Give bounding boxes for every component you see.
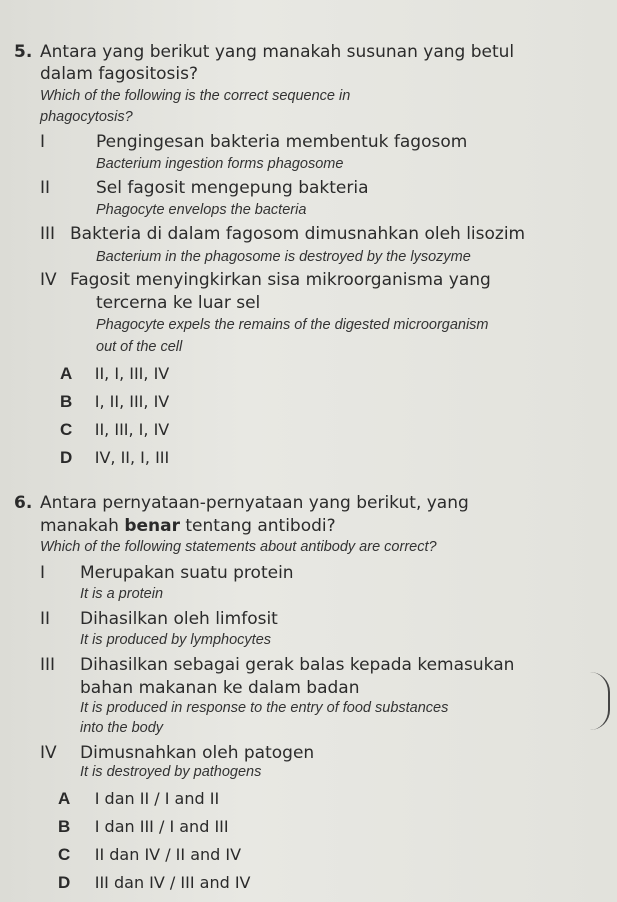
q5-option-c[interactable] xyxy=(60,420,169,440)
q6-option-d[interactable] xyxy=(58,873,250,893)
q6-number: 6. xyxy=(14,493,33,513)
q5-statement-2-my: Sel fagosit mengepung bakteria xyxy=(96,178,369,198)
option-letter: A xyxy=(58,789,71,808)
q5-option-b[interactable] xyxy=(60,392,169,412)
option-letter: D xyxy=(60,448,73,467)
option-letter: B xyxy=(60,392,73,411)
option-text: IV, II, I, III xyxy=(94,448,170,467)
q6-option-a[interactable] xyxy=(58,789,219,809)
q5-statement-4-en-1: Phagocyte expels the remains of the digested microorganism xyxy=(96,317,489,333)
emphasis-correct: benar xyxy=(124,516,180,536)
q5-stem-en-2: phagocytosis? xyxy=(40,109,133,125)
q5-statement-1-my: Pengingesan bakteria membentuk fagosom xyxy=(96,132,468,152)
option-text: I dan III / I and III xyxy=(94,817,229,836)
q6-stem-my-2: manakah benar tentang antibodi? xyxy=(40,516,336,536)
q5-statement-2-num: II xyxy=(40,178,51,198)
option-text: I, II, III, IV xyxy=(94,392,170,411)
q5-stem-en-1: Which of the following is the correct sequence in xyxy=(40,88,351,104)
q5-statement-3-en: Bacterium in the phagosome is destroyed by the lysozyme xyxy=(96,249,471,265)
option-text: III dan IV / III and IV xyxy=(94,873,251,892)
q6-statement-3-en-2: into the body xyxy=(80,720,164,736)
q5-option-d[interactable] xyxy=(60,448,169,468)
q6-statement-3-num: III xyxy=(40,655,56,675)
q6-statement-4-my: Dimusnahkan oleh patogen xyxy=(80,743,315,763)
option-letter: B xyxy=(58,817,71,836)
q5-statement-3-my: Bakteria di dalam fagosom dimusnahkan oleh lisozim xyxy=(70,224,526,244)
option-text: I dan II / I and II xyxy=(94,789,220,808)
q6-stem-my-1: Antara pernyataan-pernyataan yang berikut, yang xyxy=(40,493,469,513)
option-letter: C xyxy=(60,420,73,439)
q6-statement-2-my: Dihasilkan oleh limfosit xyxy=(80,609,278,629)
q6-statement-2-num: II xyxy=(40,609,51,629)
option-letter: C xyxy=(58,845,71,864)
option-text: II, I, III, IV xyxy=(94,364,170,383)
q6-statement-1-en: It is a protein xyxy=(80,586,164,602)
q6-statement-3-my-1: Dihasilkan sebagai gerak balas kepada kemasukan xyxy=(80,655,515,675)
q5-statement-4-my-1: Fagosit menyingkirkan sisa mikroorganisma yang xyxy=(70,270,491,290)
q6-statement-4-num: IV xyxy=(40,743,57,763)
q5-statement-1-num: I xyxy=(40,132,46,152)
q5-statement-4-num: IV xyxy=(40,270,57,290)
q5-number: 5. xyxy=(14,42,33,62)
q6-stem-en: Which of the following statements about antibody are correct? xyxy=(40,539,437,555)
option-letter: D xyxy=(58,873,71,892)
q5-statement-1-en: Bacterium ingestion forms phagosome xyxy=(96,156,344,172)
q6-statement-4-en: It is destroyed by pathogens xyxy=(80,764,262,780)
margin-bracket-mark xyxy=(590,672,610,730)
q6-option-c[interactable] xyxy=(58,845,241,865)
option-text: II, III, I, IV xyxy=(94,420,170,439)
q6-statement-1-my: Merupakan suatu protein xyxy=(80,563,294,583)
q6-statement-1-num: I xyxy=(40,563,46,583)
q5-option-a[interactable] xyxy=(60,364,169,384)
q6-statement-2-en: It is produced by lymphocytes xyxy=(80,632,272,648)
q5-statement-4-en-2: out of the cell xyxy=(96,339,183,355)
q5-statement-4-my-2: tercerna ke luar sel xyxy=(96,293,261,313)
q5-statement-2-en: Phagocyte envelops the bacteria xyxy=(96,202,307,218)
q6-option-b[interactable] xyxy=(58,817,229,837)
q6-statement-3-en-1: It is produced in response to the entry of food substances xyxy=(80,700,449,716)
option-text: II dan IV / II and IV xyxy=(94,845,242,864)
option-letter: A xyxy=(60,364,73,383)
q5-statement-3-num: III xyxy=(40,224,56,244)
q6-statement-3-my-2: bahan makanan ke dalam badan xyxy=(80,678,360,698)
q5-stem-my-1: Antara yang berikut yang manakah susunan yang betul xyxy=(40,42,515,62)
q5-stem-my-2: dalam fagositosis? xyxy=(40,64,199,84)
